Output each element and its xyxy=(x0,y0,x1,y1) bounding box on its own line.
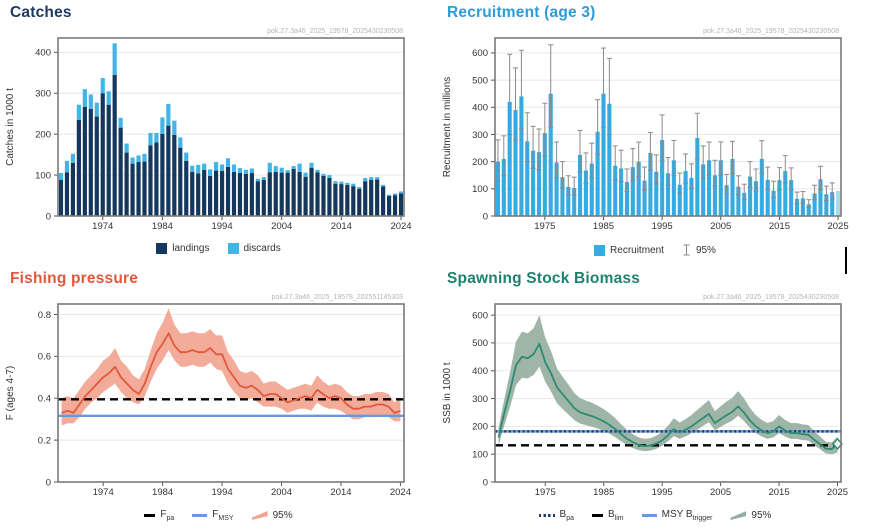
Recruitment-swatch xyxy=(594,245,605,256)
legend-item-f-msy xyxy=(192,509,233,522)
svg-text:200: 200 xyxy=(35,129,51,141)
legend-item-95- xyxy=(682,243,716,257)
catches-watermark: pok.27.3a46_2025_19578_2025430230508 xyxy=(267,28,403,35)
svg-text:Recruitment in millions: Recruitment in millions xyxy=(442,76,453,178)
svg-text:1984: 1984 xyxy=(152,487,174,498)
fishing-pressure-legend xyxy=(0,509,437,522)
svg-text:2024: 2024 xyxy=(390,221,412,232)
B-dash-swatch xyxy=(592,514,603,517)
svg-text:1985: 1985 xyxy=(592,221,615,232)
svg-text:1974: 1974 xyxy=(92,487,114,498)
MSY B-line-swatch xyxy=(642,514,657,517)
legend-item-95- xyxy=(730,510,771,521)
svg-text:Catches in 1000 t: Catches in 1000 t xyxy=(5,88,16,166)
confidence-band-swatch xyxy=(730,511,746,520)
svg-text:1994: 1994 xyxy=(211,221,233,232)
legend-label: $B_{lim}$ xyxy=(608,509,624,522)
legend-item-recruitment xyxy=(594,245,664,256)
legend-label: 95% xyxy=(272,510,293,521)
legend-item-msy-b-trigger xyxy=(642,509,713,522)
legend-label: 95% xyxy=(695,244,716,256)
B-dots-swatch xyxy=(539,514,555,517)
stray-cursor-mark xyxy=(845,247,847,274)
svg-text:0: 0 xyxy=(45,477,51,489)
F-line-swatch xyxy=(192,514,207,517)
error-bar-icon xyxy=(682,243,691,257)
legend-label: $F_{pa}$ xyxy=(160,509,175,522)
svg-text:2004: 2004 xyxy=(270,487,293,498)
svg-text:2004: 2004 xyxy=(271,221,293,232)
svg-text:0: 0 xyxy=(482,477,488,489)
svg-text:200: 200 xyxy=(472,156,488,168)
ssb-watermark: pok.27.3a46_2025_19578_2025430230508 xyxy=(703,294,839,301)
svg-text:F (ages 4-7): F (ages 4-7) xyxy=(5,365,16,421)
svg-text:100: 100 xyxy=(472,184,488,196)
svg-text:500: 500 xyxy=(472,338,488,350)
legend-label: $B_{pa}$ xyxy=(559,509,575,522)
legend-item-b-pa xyxy=(539,509,574,522)
ssb-title: Spawning Stock Biomass xyxy=(447,270,641,287)
svg-text:400: 400 xyxy=(35,47,51,59)
legend-item-b-lim xyxy=(592,509,624,522)
svg-text:100: 100 xyxy=(35,170,51,182)
svg-text:600: 600 xyxy=(472,48,488,60)
svg-text:2015: 2015 xyxy=(768,221,790,232)
panel-catches xyxy=(0,0,437,266)
legend-label: discards xyxy=(243,243,281,254)
svg-text:2014: 2014 xyxy=(330,487,352,498)
svg-text:2025: 2025 xyxy=(826,487,849,498)
panel-ssb xyxy=(437,266,873,531)
legend-label: $F_{MSY}$ xyxy=(212,509,234,522)
landings-swatch xyxy=(156,243,167,254)
ssb-legend xyxy=(437,509,873,522)
svg-text:0.6: 0.6 xyxy=(37,351,51,363)
svg-text:1995: 1995 xyxy=(651,487,673,498)
svg-text:2024: 2024 xyxy=(389,487,412,498)
fishing-pressure-title: Fishing pressure xyxy=(10,270,139,287)
svg-text:400: 400 xyxy=(472,366,488,378)
legend-item-discards xyxy=(228,243,281,254)
svg-text:2005: 2005 xyxy=(710,487,732,498)
confidence-band-swatch xyxy=(252,511,268,520)
svg-text:2005: 2005 xyxy=(710,221,732,232)
svg-text:2015: 2015 xyxy=(768,487,790,498)
catches-chart xyxy=(0,26,436,238)
discards-swatch xyxy=(228,243,239,254)
ssb-chart xyxy=(437,292,873,504)
legend-item-95- xyxy=(252,510,293,521)
legend-label: MSY $B_{trigger}$ xyxy=(661,509,713,522)
svg-text:2014: 2014 xyxy=(330,221,352,232)
svg-text:SSB in 1000 t: SSB in 1000 t xyxy=(442,362,453,424)
svg-text:300: 300 xyxy=(472,129,488,141)
svg-text:0.4: 0.4 xyxy=(37,393,51,405)
legend-item-f-pa xyxy=(144,509,174,522)
panel-fishing-pressure xyxy=(0,266,437,531)
fishing-pressure-watermark: pok.27.3a46_2025_19578_202551145303 xyxy=(271,294,403,301)
fishing-pressure-chart xyxy=(0,292,436,504)
svg-text:1985: 1985 xyxy=(593,487,615,498)
legend-label: landings xyxy=(172,243,210,254)
svg-text:0.8: 0.8 xyxy=(37,309,51,321)
recruitment-title: Recruitment (age 3) xyxy=(447,4,596,21)
svg-text:2025: 2025 xyxy=(827,221,849,232)
catches-title: Catches xyxy=(10,4,72,21)
svg-text:300: 300 xyxy=(472,393,488,405)
legend-label: Recruitment xyxy=(610,244,664,256)
panel-recruitment xyxy=(437,0,873,266)
svg-text:1975: 1975 xyxy=(534,487,556,498)
svg-text:200: 200 xyxy=(472,421,488,433)
svg-text:0: 0 xyxy=(482,211,488,223)
legend-label: 95% xyxy=(751,510,772,521)
F-dash-swatch xyxy=(144,514,155,517)
svg-text:400: 400 xyxy=(472,102,488,114)
legend-item-landings xyxy=(156,243,209,254)
recruitment-chart xyxy=(437,26,873,238)
svg-text:0: 0 xyxy=(45,211,51,223)
svg-text:100: 100 xyxy=(472,449,488,461)
svg-text:1994: 1994 xyxy=(211,487,233,498)
svg-text:300: 300 xyxy=(35,88,51,100)
svg-text:1995: 1995 xyxy=(651,221,673,232)
svg-text:1974: 1974 xyxy=(92,221,114,232)
svg-text:0.2: 0.2 xyxy=(37,435,51,447)
svg-text:500: 500 xyxy=(472,75,488,87)
catches-legend xyxy=(0,243,437,254)
recruitment-legend xyxy=(437,243,873,257)
svg-text:1975: 1975 xyxy=(534,221,556,232)
svg-text:1984: 1984 xyxy=(151,221,173,232)
recruitment-watermark: pok.27.3a46_2025_19578_2025430230508 xyxy=(703,28,839,35)
svg-text:600: 600 xyxy=(472,310,488,322)
